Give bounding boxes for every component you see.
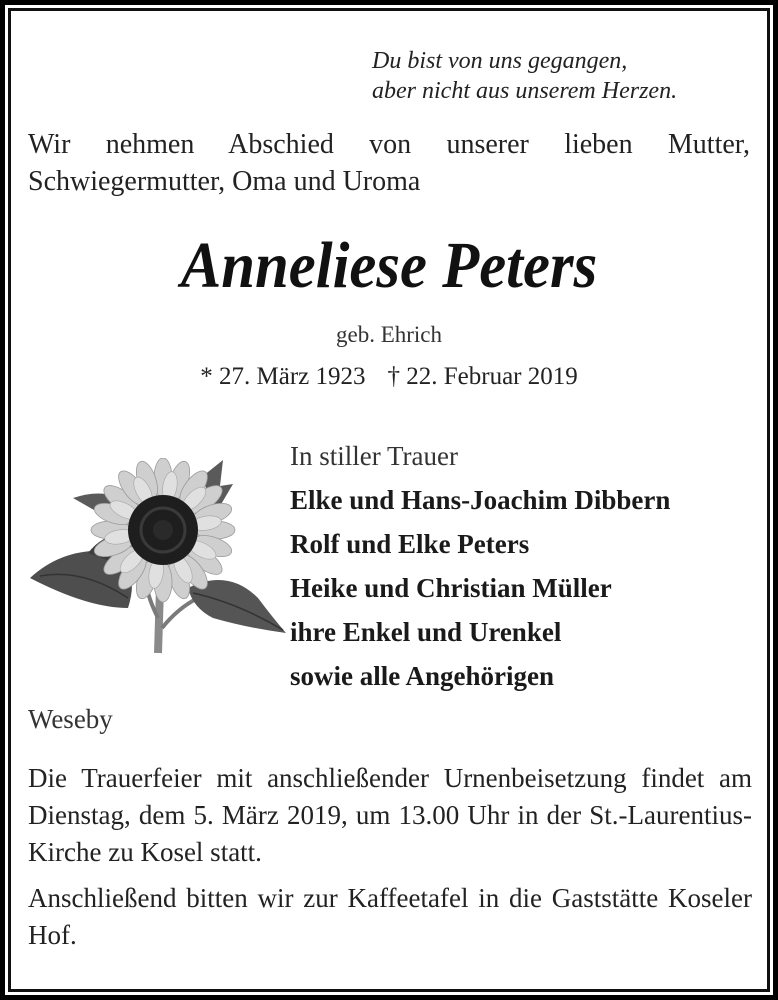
mourners-lead: In stiller Trauer <box>290 441 458 471</box>
sunflower-icon <box>28 458 290 658</box>
reception-text: Anschließend bitten wir zur Kaffeetafel in die Gaststätte Koseler Hof. <box>28 883 752 950</box>
motto-line-2: aber nicht aus unserem Herzen. <box>372 78 678 104</box>
deceased-name: Anneliese Peters <box>180 229 598 302</box>
intro-line-2: Schwiegermutter, Oma und Uroma <box>28 166 421 197</box>
mourner-name: ihre Enkel und Urenkel <box>290 617 562 647</box>
intro-line-1: Wir nehmen Abschied von unserer lieben Mutter, <box>28 129 750 160</box>
mourner-name: Rolf und Elke Peters <box>290 529 530 559</box>
place-name: Weseby <box>28 704 113 734</box>
birth-date: * 27. März 1923 <box>200 363 366 390</box>
maiden-name: geb. Ehrich <box>335 322 442 347</box>
ceremony-text: Die Trauerfeier mit anschließender Urnenbeisetzung findet am Dienstag, dem 5. März 2019, um 13.00 Uhr in der St.-Laurentius-Kirche zu Kosel statt. <box>28 763 752 867</box>
motto-line-1: Du bist von uns gegangen, <box>372 48 628 74</box>
mourner-name: Elke und Hans-Joachim Dibbern <box>290 485 671 515</box>
intro-text <box>28 126 750 200</box>
mourners-list <box>290 434 670 698</box>
motto <box>372 46 677 106</box>
life-dates <box>0 363 778 391</box>
death-date: † 22. Februar 2019 <box>387 363 578 390</box>
mourner-name: Heike und Christian Müller <box>290 573 612 603</box>
mourner-name: sowie alle Angehörigen <box>290 661 554 691</box>
